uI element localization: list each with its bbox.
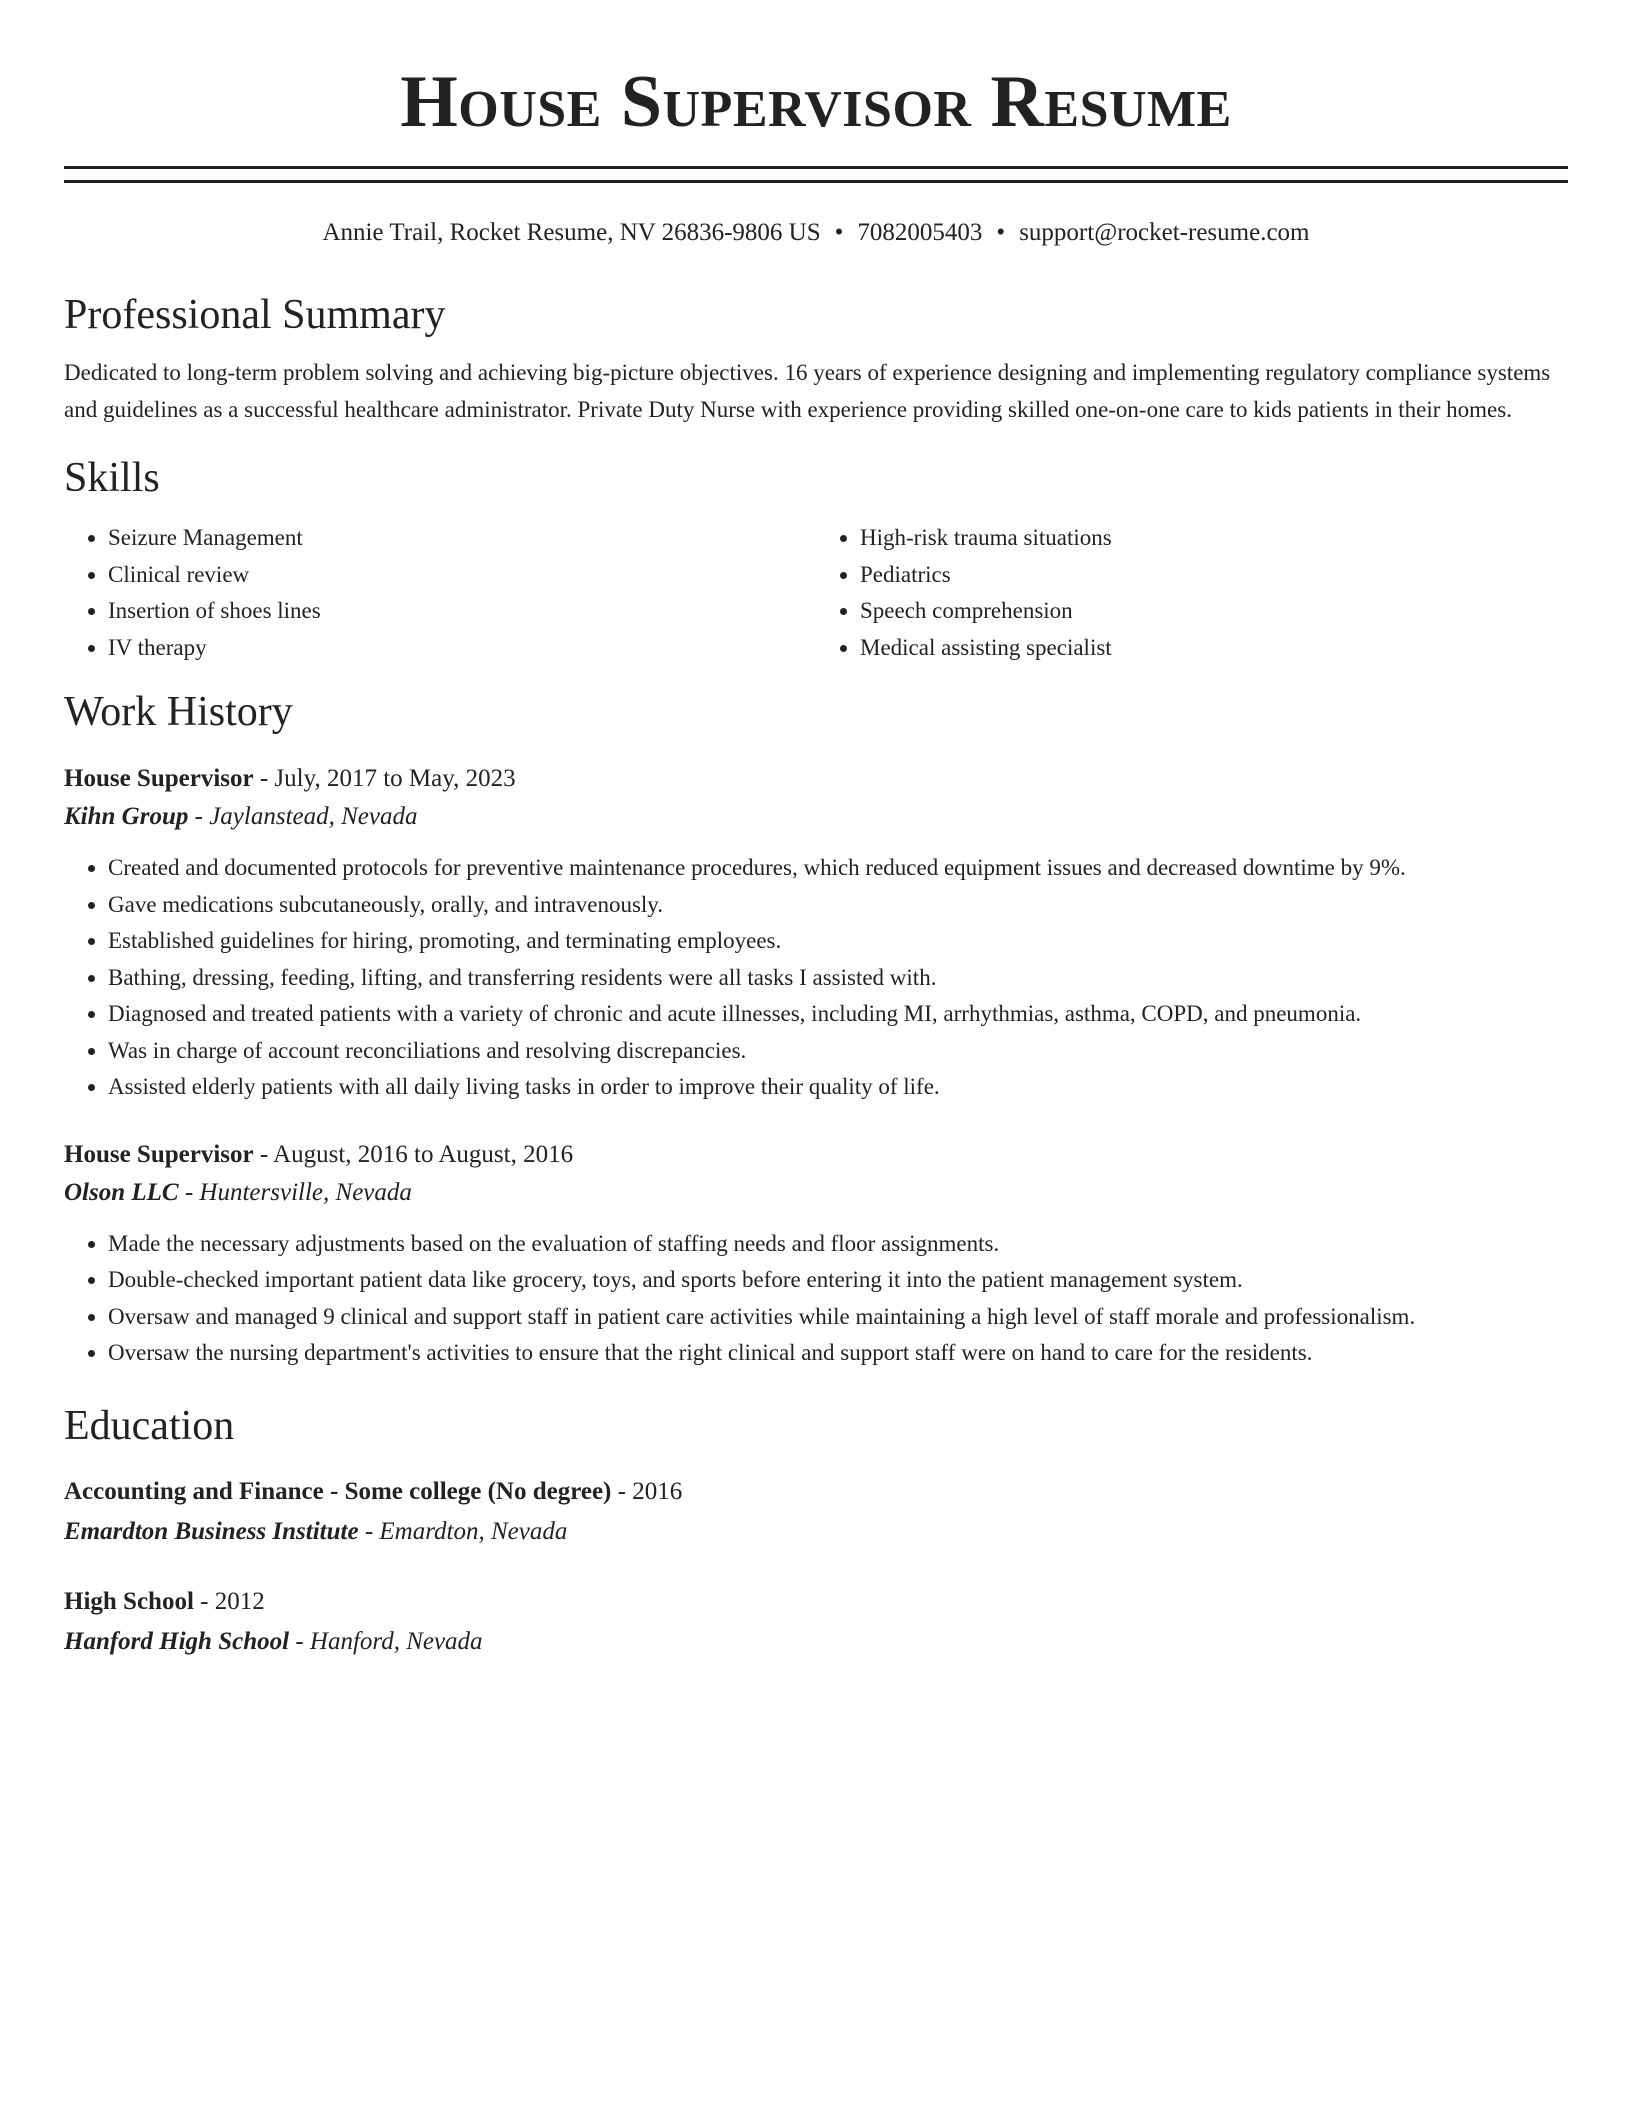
company-location: - Huntersville, Nevada [178,1178,412,1206]
education-heading: Education [64,1402,235,1449]
company-name: Kihn Group [64,803,189,830]
job-bullet: • Was in charge of account reconciliations and resolving discrepancies. [108,1033,1568,1070]
job-bullet: • Gave medications subcutaneously, orally, and intravenously. [108,887,1568,924]
job-bullet: • Oversaw the nursing department's activities to ensure that the right clinical and support staff were on hand to care for the residents. [108,1335,1568,1372]
skills-heading: Skills [64,455,160,501]
degree-line [64,1582,1568,1622]
skill-item: • Speech comprehension [860,593,1568,630]
job-title-line [64,760,1568,798]
job-title-line [64,1136,1568,1174]
contact-email: support@rocket-resume.com [1019,219,1310,246]
skill-item: • High-risk trauma situations [860,520,1568,557]
company-line [64,798,1568,836]
job-bullet: • Created and documented protocols for preventive maintenance procedures, which reduced equipment issues and decreased downtime by 9%. [108,850,1568,887]
job-title: House Supervisor [64,765,254,792]
school-line [64,1622,1568,1662]
title-double-rule [64,166,1568,183]
skills-left-column [64,520,816,666]
skills-grid [64,520,1568,666]
skill-item: • Pediatrics [860,557,1568,594]
school-name: Emardton Business Institute [64,1517,359,1545]
education-entry [64,1582,1568,1662]
degree-name: Accounting and Finance - Some college (No degree) [64,1477,612,1505]
skill-item: • IV therapy [108,630,816,667]
school-name: Hanford High School [64,1627,290,1655]
summary-heading: Professional Summary [64,292,446,338]
job-entry [64,1136,1568,1372]
job-bullets [64,1226,1568,1372]
job-entry [64,760,1568,1106]
degree-line [64,1472,1568,1512]
job-bullet: • Assisted elderly patients with all daily living tasks in order to improve their quality of life. [108,1069,1568,1106]
job-bullet: • Bathing, dressing, feeding, lifting, and transferring residents were all tasks I assisted with. [108,960,1568,997]
contact-phone: 7082005403 [857,219,983,246]
job-dates: - August, 2016 to August, 2016 [253,1140,574,1168]
job-title: House Supervisor [64,1140,254,1168]
company-line [64,1174,1568,1212]
education-entry [64,1472,1568,1552]
school-line [64,1512,1568,1552]
contact-line [64,217,1568,249]
skill-item: • Medical assisting specialist [860,630,1568,667]
contact-separator: • [834,219,844,246]
company-location: - Jaylanstead, Nevada [188,803,418,830]
skill-item: • Clinical review [108,557,816,594]
resume-title: House Supervisor Resume [400,61,1232,143]
degree-name: High School [64,1587,194,1615]
skill-item: • Seizure Management [108,520,816,557]
contact-separator: • [996,219,1006,246]
job-bullet: • Established guidelines for hiring, promoting, and terminating employees. [108,923,1568,960]
school-location: - Hanford, Nevada [289,1627,483,1655]
school-location: - Emardton, Nevada [358,1517,568,1545]
company-name: Olson LLC [64,1178,179,1206]
summary-text: Dedicated to long-term problem solving and achieving big-picture objectives. 16 years of experience designing and implementing regulatory compliance systems and guidelines as a successful healthcare administrator. Private Duty Nurse with experience providing skilled one-on-one care to kids patients in their homes. [64,360,1551,422]
work-history-heading: Work History [64,689,293,735]
contact-address: Annie Trail, Rocket Resume, NV 26836-9806 US [322,219,821,246]
degree-year: - 2016 [611,1477,683,1505]
job-bullets [64,850,1568,1106]
job-bullet: • Diagnosed and treated patients with a variety of chronic and acute illnesses, including MI, arrhythmias, asthma, COPD, and pneumonia. [108,996,1568,1033]
job-bullet: • Made the necessary adjustments based on the evaluation of staffing needs and floor assignments. [108,1226,1568,1263]
degree-year: - 2012 [193,1587,265,1615]
job-bullet: • Double-checked important patient data like grocery, toys, and sports before entering it into the patient management system. [108,1262,1568,1299]
skill-item: • Insertion of shoes lines [108,593,816,630]
job-dates: - July, 2017 to May, 2023 [253,765,516,792]
skills-right-column [816,520,1568,666]
job-bullet: • Oversaw and managed 9 clinical and support staff in patient care activities while maintaining a high level of staff morale and professionalism. [108,1299,1568,1336]
